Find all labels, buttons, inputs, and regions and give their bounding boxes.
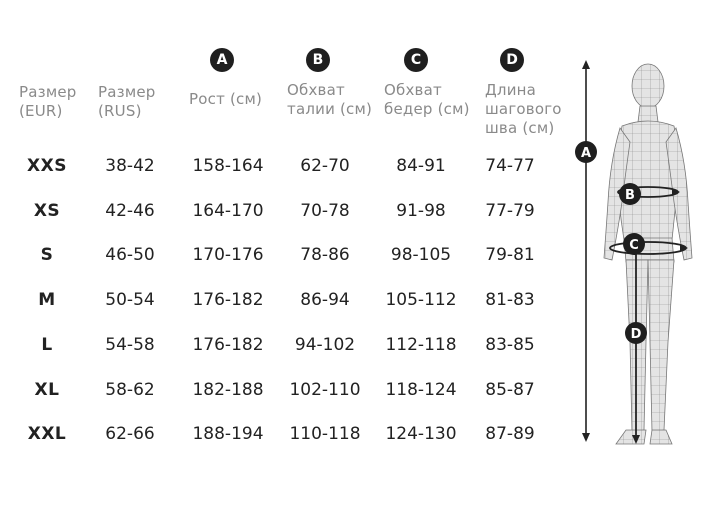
figure-label-b: B — [625, 188, 635, 203]
badge-c: C — [404, 48, 428, 72]
cell-height: 170-176 — [192, 245, 264, 265]
figure-label-a: A — [580, 146, 592, 161]
cell-hips: 112-118 — [385, 335, 457, 355]
cell-eur: XXS — [27, 156, 67, 176]
cell-height: 164-170 — [192, 201, 264, 221]
cell-inseam: 74-77 — [485, 156, 535, 176]
cell-inseam: 83-85 — [485, 335, 535, 355]
cell-rus: 58-62 — [105, 380, 155, 400]
cell-waist: 102-110 — [289, 380, 361, 400]
badge-b: B — [306, 48, 330, 72]
cell-hips: 98-105 — [390, 245, 452, 265]
cell-eur: XS — [33, 201, 61, 221]
mannequin-figure — [560, 52, 710, 452]
header-eur: Размер (EUR) — [19, 83, 77, 120]
header-hips: Обхват бедер (см) — [384, 81, 470, 118]
cell-eur: M — [38, 290, 56, 310]
cell-hips: 124-130 — [385, 424, 457, 444]
cell-rus: 50-54 — [105, 290, 155, 310]
cell-rus: 42-46 — [105, 201, 155, 221]
cell-eur: L — [41, 335, 53, 355]
figure-label-d: D — [630, 327, 642, 342]
mannequin-icon — [560, 52, 710, 452]
cell-waist: 86-94 — [300, 290, 350, 310]
cell-height: 176-182 — [192, 290, 264, 310]
cell-inseam: 81-83 — [485, 290, 535, 310]
cell-height: 158-164 — [192, 156, 264, 176]
cell-rus: 62-66 — [105, 424, 155, 444]
cell-waist: 62-70 — [300, 156, 350, 176]
cell-rus: 54-58 — [105, 335, 155, 355]
header-height: Рост (см) — [189, 90, 263, 108]
cell-inseam: 87-89 — [485, 424, 535, 444]
cell-hips: 105-112 — [385, 290, 457, 310]
cell-hips: 91-98 — [396, 201, 446, 221]
header-inseam: Длина шагового шва (см) — [485, 81, 562, 137]
cell-height: 176-182 — [192, 335, 264, 355]
cell-waist: 78-86 — [300, 245, 350, 265]
cell-height: 188-194 — [192, 424, 264, 444]
cell-inseam: 79-81 — [485, 245, 535, 265]
badge-a: A — [210, 48, 234, 72]
cell-hips: 84-91 — [396, 156, 446, 176]
cell-hips: 118-124 — [385, 380, 457, 400]
cell-eur: S — [40, 245, 54, 265]
cell-waist: 94-102 — [294, 335, 356, 355]
cell-waist: 70-78 — [300, 201, 350, 221]
header-rus: Размер (RUS) — [98, 83, 156, 120]
header-waist: Обхват талии (см) — [287, 81, 373, 118]
cell-inseam: 85-87 — [485, 380, 535, 400]
cell-height: 182-188 — [192, 380, 264, 400]
badge-d: D — [500, 48, 524, 72]
cell-inseam: 77-79 — [485, 201, 535, 221]
cell-eur: XXL — [27, 424, 67, 444]
figure-label-c: C — [629, 238, 639, 253]
cell-rus: 38-42 — [105, 156, 155, 176]
cell-waist: 110-118 — [289, 424, 361, 444]
cell-rus: 46-50 — [105, 245, 155, 265]
cell-eur: XL — [34, 380, 60, 400]
